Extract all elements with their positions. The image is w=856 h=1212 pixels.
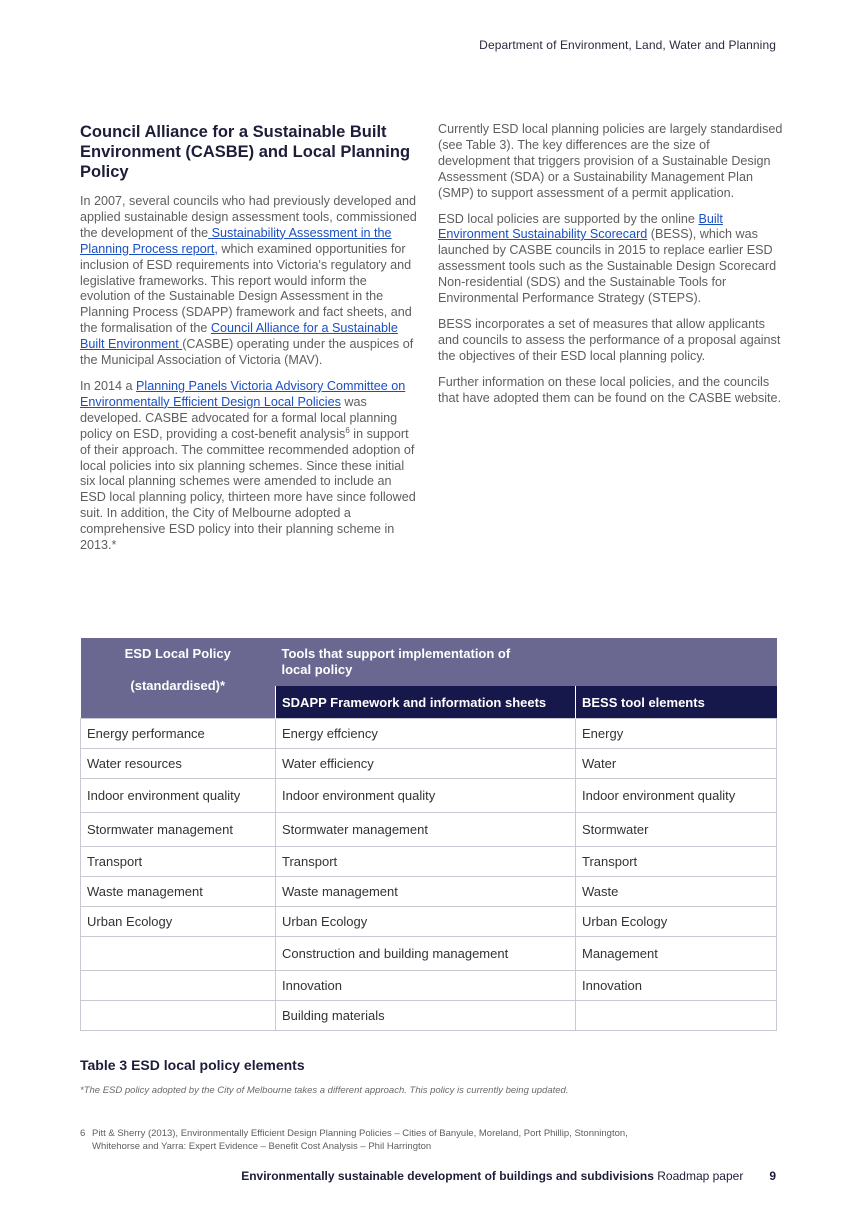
link-sdapp-report[interactable]: Sustainability Assessment in the Planning Process report, — [80, 225, 392, 256]
right-column — [438, 122, 783, 417]
table-cell: Stormwater — [576, 813, 777, 847]
table-cell: Waste — [576, 877, 777, 907]
table-cell: Energy — [576, 719, 777, 749]
table-row — [81, 907, 777, 937]
table-cell: Innovation — [576, 971, 777, 1001]
left-column — [80, 122, 420, 564]
text: in support of their approach. The committee recommended adoption of local policies into six planning schemes. Since these initial six local planning schemes were amended to include an ESD local planning policy, thirteen more have since followed suit. In addition, the City of Melbourne adopted a comprehensive ESD policy into their planning scheme in 2013.* — [80, 426, 416, 553]
table-cell: Management — [576, 937, 777, 971]
table-row — [81, 779, 777, 813]
link-planning-panels[interactable]: Planning Panels Victoria Advisory Committee on Environmentally Efficient Design Local Policies — [80, 378, 406, 409]
page-footer — [241, 1169, 776, 1183]
table-cell: Energy performance — [81, 719, 276, 749]
text: (CASBE) operating under the auspices of the Municipal Association of Victoria (MAV). — [80, 337, 414, 368]
table-row — [81, 847, 777, 877]
table-cell: Indoor environment quality — [576, 779, 777, 813]
sub-header-bess: BESS tool elements — [576, 686, 777, 719]
table-cell: Stormwater management — [276, 813, 576, 847]
col-header-line1: ESD Local Policy — [124, 646, 231, 661]
group-header-tools — [276, 638, 777, 686]
group-header-text: Tools that support implementation of local policy — [281, 646, 511, 677]
col-header-esd-policy — [81, 638, 276, 719]
table-cell: Waste management — [81, 877, 276, 907]
table-cell: Construction and building management — [276, 937, 576, 971]
table-cell: Stormwater management — [81, 813, 276, 847]
paragraph-bess-measures: BESS incorporates a set of measures that allow applicants and councils to assess the performance of a proposal against the objectives of their ESD local planning policy. — [438, 316, 781, 363]
paragraph-bess-online — [438, 212, 783, 307]
table-cell: Water resources — [81, 749, 276, 779]
table-cell: Innovation — [276, 971, 576, 1001]
paragraph-further-info: Further information on these local policies, and the councils that have adopted them can be found on the CASBE website. — [438, 374, 782, 405]
page-header: Department of Environment, Land, Water and Planning — [479, 38, 776, 52]
table-row — [81, 719, 777, 749]
paragraph-2007 — [80, 194, 420, 369]
table-cell: Indoor environment quality — [81, 779, 276, 813]
text: In 2014 a — [80, 378, 137, 393]
footnote-text: Pitt & Sherry (2013), Environmentally Efficient Design Planning Policies – Cities of Banyule, Moreland, Port Phillip, Stonnington, — [92, 1128, 628, 1139]
table-row — [81, 877, 777, 907]
section-heading: Council Alliance for a Sustainable Built Environment (CASBE) and Local Planning Policy — [80, 123, 411, 181]
link-bess[interactable]: Built Environment Sustainability Scorecard — [438, 211, 723, 242]
sub-header-sdapp: SDAPP Framework and information sheets — [276, 686, 576, 719]
table-cell: Transport — [276, 847, 576, 877]
esd-policy-table — [80, 638, 777, 1031]
table-caption: Table 3 ESD local policy elements — [80, 1057, 305, 1073]
table-row — [81, 937, 777, 971]
table-row — [81, 813, 777, 847]
footnote-ref: 6 — [345, 425, 350, 435]
link-casbe[interactable]: Council Alliance for a Sustainable Built Environment — [80, 321, 398, 352]
table-cell: Transport — [576, 847, 777, 877]
paragraph-currently: Currently ESD local planning policies are largely standardised (see Table 3). The key differences are the size of development that triggers provision of a Sustainable Design Assessment (SDA) or a Sustainability Management Plan (SMP) to support assessment of a permit application. — [438, 122, 783, 200]
table-cell: Transport — [81, 847, 276, 877]
page-number: 9 — [769, 1169, 776, 1183]
col-header-line2: (standardised)* — [130, 678, 226, 693]
table-cell: Water efficiency — [276, 749, 576, 779]
table-row — [81, 749, 777, 779]
table-cell: Energy effciency — [276, 719, 576, 749]
table-cell: Indoor environment quality — [276, 779, 576, 813]
table-cell: Water — [576, 749, 777, 779]
text: ESD local policies are supported by the online — [438, 211, 699, 226]
text: In 2007, several councils who had previously developed and applied sustainable design assessment tools, commissioned the development of the — [80, 194, 417, 240]
table-cell: Building materials — [276, 1001, 576, 1031]
table-cell: Urban Ecology — [276, 907, 576, 937]
footnote — [80, 1127, 740, 1153]
table-note: *The ESD policy adopted by the City of Melbourne takes a different approach. This policy is currently being updated. — [80, 1085, 569, 1096]
table-row — [81, 1001, 777, 1031]
table-cell — [81, 1001, 276, 1031]
table-cell — [81, 971, 276, 1001]
text: (BESS), which was launched by CASBE councils in 2015 to replace earlier ESD assessment tools such as the Sustainable Design Scorecard Non-residential (SDS) and the Sustainable Tools for Environmental Performance Strategy (STEPS). — [438, 227, 777, 306]
footnote-line-1 — [80, 1127, 740, 1140]
table-body — [81, 719, 777, 1031]
paragraph-2014 — [80, 379, 420, 554]
table-cell — [576, 1001, 777, 1031]
table-row — [81, 971, 777, 1001]
text: which examined opportunities for inclusion of ESD requirements into Victoria's regulatory and legislative frameworks. This report would inform the evolution of the Sustainable Design Assessment in the Planning Process (SDAPP) framework and fact sheets, and the formalisation of the — [80, 241, 412, 336]
table-cell: Urban Ecology — [81, 907, 276, 937]
table-cell — [81, 937, 276, 971]
text: was developed. CASBE advocated for a formal local planning policy on ESD, providing a cost-benefit analysis — [80, 394, 398, 441]
footer-suffix: Roadmap paper — [653, 1169, 744, 1183]
table-cell: Urban Ecology — [576, 907, 777, 937]
footnote-line-2: Whitehorse and Yarra: Expert Evidence – Benefit Cost Analysis – Phil Harrington — [92, 1141, 432, 1152]
footer-title: Environmentally sustainable development of buildings and subdivisions — [241, 1169, 654, 1183]
footnote-number: 6 — [80, 1128, 86, 1139]
table-cell: Waste management — [276, 877, 576, 907]
